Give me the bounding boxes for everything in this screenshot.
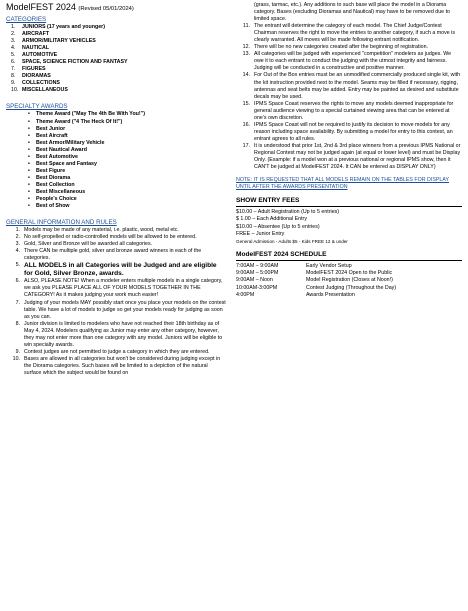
rule-number: 8. [15, 320, 20, 327]
rule-item [6, 227, 226, 234]
rule-item [6, 262, 226, 278]
rules-heading: GENERAL INFORMATION AND RULES [6, 219, 117, 227]
rule-number: 2. [15, 234, 20, 241]
rule-text: Gold, Silver and Bronze will be awarded all categories. [24, 241, 153, 248]
category-number: 9. [11, 80, 16, 87]
schedule-divider [236, 260, 462, 261]
categories-list [6, 24, 226, 94]
fee-row: $10.00 – Adult Registration (Up to 5 entries) [236, 209, 340, 216]
category-label: NAUTICAL [22, 45, 50, 52]
rule-number: 12. [242, 44, 250, 51]
rule-number: 15. [242, 100, 250, 107]
category-number: 8. [11, 73, 16, 80]
rules-list [6, 227, 226, 377]
rule-number: 13. [242, 51, 250, 58]
award-item: • Best Collection [6, 182, 226, 189]
schedule-row [236, 285, 462, 292]
rule-number: 10. [12, 355, 20, 362]
revised-date: (Revised 05/01/2024) [78, 6, 134, 12]
title-text: ModelFEST 2024 [6, 2, 76, 12]
category-item [6, 87, 226, 94]
category-label: ARMOR/MILITARY VEHICLES [22, 38, 96, 45]
schedule-time: 7:00AM – 9:00AM [236, 262, 279, 269]
rule-text: IPMS Space Coast will not be required to justify its decision to move models for any reason including space availability. By submitting a model for entry to this contest, an entrant agrees to all rules. [254, 121, 453, 142]
category-label: JUNIORS (17 years and younger) [22, 24, 106, 30]
schedule-row [236, 277, 462, 284]
rule-item [236, 51, 462, 72]
category-item [6, 59, 226, 66]
category-item [6, 45, 226, 52]
category-number: 4. [11, 45, 16, 52]
rule-number: 7. [15, 299, 20, 306]
rule-number: 5. [15, 262, 20, 269]
rule-text: All categories will be judged with experienced "competition" modelers as judges. We owe it to each entrant to conduct the judging with the utmost integrity and fairness. Judging will be conducted in a constructive and positive manner. [254, 51, 452, 72]
rule-text: ALSO, PLEASE NOTE! When a modeler enters multiple models in a single category, we ask you PLEASE PLACE ALL OF YOUR MODELS TOGETHER IN THE CATEGORY! As it makes judging your work much easier! [24, 278, 223, 299]
rule-text: Models may be made of any material, i.e. plastic, wood, metal etc. [24, 227, 179, 234]
right-column [236, 2, 462, 299]
fee-row: $10.00 – Absentee (Up to 5 entries) [236, 223, 320, 230]
awards-heading: SPECIALTY AWARDS [6, 103, 68, 111]
schedule-row [236, 292, 462, 299]
rule-item [6, 300, 226, 321]
award-item: • Best Armor/Military Vehicle [6, 140, 226, 147]
category-number: 3. [11, 38, 16, 45]
award-item: • Best Aircraft [6, 133, 226, 140]
rule-number: 14. [242, 72, 250, 79]
category-number: 10. [11, 87, 19, 94]
award-item: • Best Space and Fantasy [6, 161, 226, 168]
fees-divider [236, 206, 462, 207]
rule-item [236, 23, 462, 44]
rule-number: 16. [242, 121, 250, 128]
fee-row: $ 1.00 – Each Additional Entry [236, 216, 307, 223]
fees-heading: SHOW ENTRY FEES [236, 197, 300, 205]
rules-continued-lead: (grass, tarmac, etc.). Any additions to such base will place the model in a Diorama category. Bases (excluding Dioramas and Nautical) may have to be removed due to limited space. [254, 2, 450, 23]
award-item: • Best Diorama [6, 175, 226, 182]
rule-text: Judging of your models MAY possibly start once you place your models on the contest table. We have a lot of models to judge so get your models ready for judging as soon as you can. [24, 299, 226, 320]
category-item [6, 66, 226, 73]
category-label: FIGURES [22, 66, 46, 73]
schedule-event: Model Registration (Closes at Noon!) [306, 277, 393, 284]
award-item: • Best Junior [6, 126, 226, 133]
page-title [6, 2, 226, 15]
rule-item [6, 321, 226, 349]
schedule-heading: ModelFEST 2024 SCHEDULE [236, 250, 327, 258]
rule-number: 6. [15, 278, 20, 285]
left-column [6, 2, 226, 377]
schedule-row [236, 263, 462, 270]
category-number: 5. [11, 52, 16, 59]
rule-text: The entrant will determine the category of each model. The Chief Judge/Contest Chairman reserves the right to move the entries to another category, if such a move is clearly warranted. All moves will be made following entrant notification. [254, 23, 455, 44]
category-label: DIORAMAS [22, 73, 51, 80]
award-item: • Best Automotive [6, 154, 226, 161]
rule-item [236, 122, 462, 143]
rule-text: No self-propelled or radio-controlled models will be allowed to be entered. [24, 234, 197, 241]
category-item [6, 73, 226, 80]
rule-item [6, 356, 226, 377]
rule-text: Contest judges are not permitted to judge a category in which they are entered. [24, 348, 210, 355]
rule-text: For Out of the Box entries must be an unmodified commercially produced single kit, with the kit instruction provided next to the model. Seams may be filled if necessary, rigging, antennas and seat belts may be added. Entry may be painted as desired and substitute decals may be used. [254, 72, 461, 100]
category-number: 2. [11, 31, 16, 38]
award-item: • Best of Show [6, 203, 226, 210]
rule-item [6, 248, 226, 262]
category-item [6, 24, 226, 31]
categories-heading: CATEGORIES [6, 16, 47, 23]
rule-number: 11. [243, 23, 250, 30]
award-item: • Best Miscellaneous [6, 189, 226, 196]
rule-number: 17. [242, 142, 250, 149]
rule-text: ALL MODELS in all Categories will be Judged and are eligible for Gold, Silver Bronze, awards. [24, 262, 217, 278]
category-label: AIRCRAFT [22, 31, 50, 38]
rule-number: 4. [15, 248, 20, 255]
rule-item [6, 234, 226, 241]
rule-item [6, 241, 226, 248]
schedule-time: 9:00AM – Noon [236, 277, 273, 284]
award-item: • People's Choice [6, 196, 226, 203]
rule-text: Bases are allowed in all categories but won't be considered during judging except in the Diorama categories. Such bases will be limited to a depiction of the natural surface which the subject would be found on [24, 355, 221, 376]
rule-text: There will be no new categories created after the beginning of registration. [254, 44, 429, 51]
award-item: • Theme Award ("May The 4th Be With You!") [6, 111, 226, 118]
rule-item [6, 349, 226, 356]
schedule-event: Early Vendor Setup [306, 262, 352, 269]
category-number: 7. [11, 66, 16, 73]
schedule-time: 4:00PM [236, 291, 255, 298]
rule-text: It is understood that prior 1st, 2nd & 3rd place winners from a previous IPMS National or Regional Contest may not be judged again (at equal or lower level) and must be Display Only. (Example: if a model won at a previous national or regional IPMS show, then it CAN'T be judged at ModelFEST 2024. It CAN be entered as DISPLAY ONLY) [254, 142, 461, 171]
awards-list [6, 111, 226, 210]
rules-continued-list [236, 23, 462, 171]
category-item [6, 38, 226, 45]
category-label: COLLECTIONS [22, 80, 60, 87]
category-item [6, 31, 226, 38]
general-admission: General Admission - Adults $5 - Kids FREE 12 & under [236, 238, 348, 244]
fees-list [236, 209, 462, 238]
rule-number: 3. [15, 241, 20, 248]
category-number: 1. [11, 24, 16, 30]
rule-item [236, 72, 462, 100]
rule-text: IPMS Space Coast reserves the rights to move any models deemed inappropriate for general audience viewing to a special curtained viewing area that can be entered at one's own discretion. [254, 100, 454, 121]
schedule-time: 9:00AM – 5:00PM [236, 270, 279, 277]
category-number: 6. [11, 59, 16, 66]
rule-item [236, 101, 462, 122]
category-label: SPACE, SCIENCE FICTION AND FANTASY [22, 59, 128, 66]
rule-item [236, 143, 462, 171]
schedule-row [236, 270, 462, 277]
award-item: • Theme Award ("4 The Heck Of It!") [6, 119, 226, 126]
category-label: MISCELLANEOUS [22, 87, 68, 94]
display-note: NOTE: IT IS REQUESTED THAT ALL MODELS REMAIN ON THE TABLES FOR DISPLAY UNTIL AFTER THE AWARDS PRESENTATION [236, 177, 450, 191]
category-item [6, 80, 226, 87]
category-label: AUTOMOTIVE [22, 52, 58, 59]
schedule-event: ModelFEST 2024 Open to the Public [306, 270, 393, 277]
rule-number: 9. [15, 348, 20, 355]
award-item: • Best Nautical Award [6, 147, 226, 154]
rule-item [236, 44, 462, 51]
award-item: • Best Figure [6, 168, 226, 175]
rule-text: Junior division is limited to modelers who have not reached their 18th birthday as of May 4, 2024. Modelers qualifying as Junior may enter any other category, however, they may not enter more than one category with any model. Juniors will be eligible to win specialty awards. [24, 320, 223, 348]
schedule-time: 10:00AM-3:00PM [236, 284, 278, 291]
schedule-table [236, 263, 462, 299]
schedule-event: Contest Judging (Throughout the Day) [306, 284, 397, 291]
rule-text: There CAN be multiple gold, silver and bronze award winners in each of the categories. [24, 248, 202, 262]
schedule-event: Awards Presentation [306, 291, 355, 298]
fee-row: FREE – Junior Entry [236, 230, 285, 237]
rule-item [6, 278, 226, 299]
rule-number: 1. [15, 227, 20, 234]
category-item [6, 52, 226, 59]
